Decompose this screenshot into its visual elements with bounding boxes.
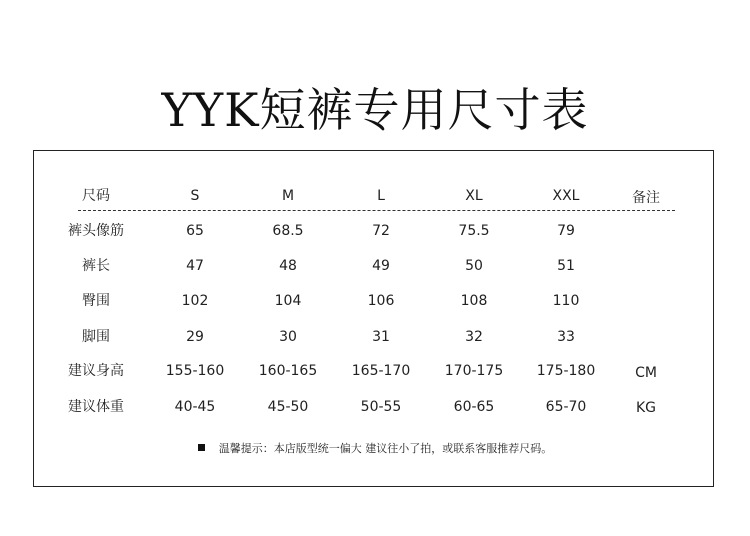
table-cell: 45-50 (267, 399, 309, 415)
header-xxl: XXL (552, 188, 580, 204)
header-divider (78, 210, 675, 211)
row-label-leg-opening: 脚围 (82, 329, 110, 345)
table-cell: 108 (460, 293, 488, 309)
table-cell: 102 (181, 293, 209, 309)
table-cell: 60-65 (453, 399, 495, 415)
header-xl: XL (465, 188, 483, 204)
size-tip-text: 温馨提示：本店版型统一偏大 建议往小了拍，或联系客服推荐尺码。 (218, 442, 553, 455)
table-cell: 160-165 (258, 363, 318, 379)
table-cell: 65-70 (545, 399, 587, 415)
header-remark: 备注 (632, 190, 660, 206)
table-cell: 50-55 (360, 399, 402, 415)
page-title: YYK短裤专用尺寸表 (161, 83, 589, 137)
table-cell: 47 (186, 258, 204, 274)
table-cell: 165-170 (351, 363, 411, 379)
table-cell: 40-45 (174, 399, 216, 415)
table-cell: 72 (372, 223, 390, 239)
table-cell: 75.5 (458, 223, 490, 239)
table-remark-unit-cm: CM (635, 365, 657, 381)
row-label-hip: 臀围 (82, 293, 110, 309)
table-remark-unit-kg: KG (635, 400, 657, 416)
header-size: 尺码 (82, 188, 110, 204)
table-cell: 50 (465, 258, 483, 274)
row-label-suggested-weight: 建议体重 (68, 399, 124, 415)
table-cell: 48 (279, 258, 297, 274)
table-cell: 110 (552, 293, 580, 309)
table-cell: 106 (367, 293, 395, 309)
row-label-length: 裤长 (82, 258, 110, 274)
table-cell: 31 (372, 329, 390, 345)
table-cell: 49 (372, 258, 390, 274)
table-cell: 104 (274, 293, 302, 309)
size-tip (0, 440, 750, 456)
table-cell: 170-175 (444, 363, 504, 379)
table-cell: 29 (186, 329, 204, 345)
header-m: M (281, 188, 295, 204)
header-l: L (377, 188, 385, 204)
row-label-suggested-height: 建议身高 (68, 363, 124, 379)
table-cell: 155-160 (165, 363, 225, 379)
table-cell: 32 (465, 329, 483, 345)
square-bullet-icon (198, 444, 205, 451)
header-s: S (190, 188, 200, 204)
table-cell: 51 (557, 258, 575, 274)
table-cell: 79 (557, 223, 575, 239)
row-label-waist: 裤头像筋 (68, 223, 124, 239)
table-cell: 65 (186, 223, 204, 239)
table-cell: 68.5 (272, 223, 304, 239)
table-cell: 30 (279, 329, 297, 345)
table-cell: 33 (557, 329, 575, 345)
table-cell: 175-180 (536, 363, 596, 379)
